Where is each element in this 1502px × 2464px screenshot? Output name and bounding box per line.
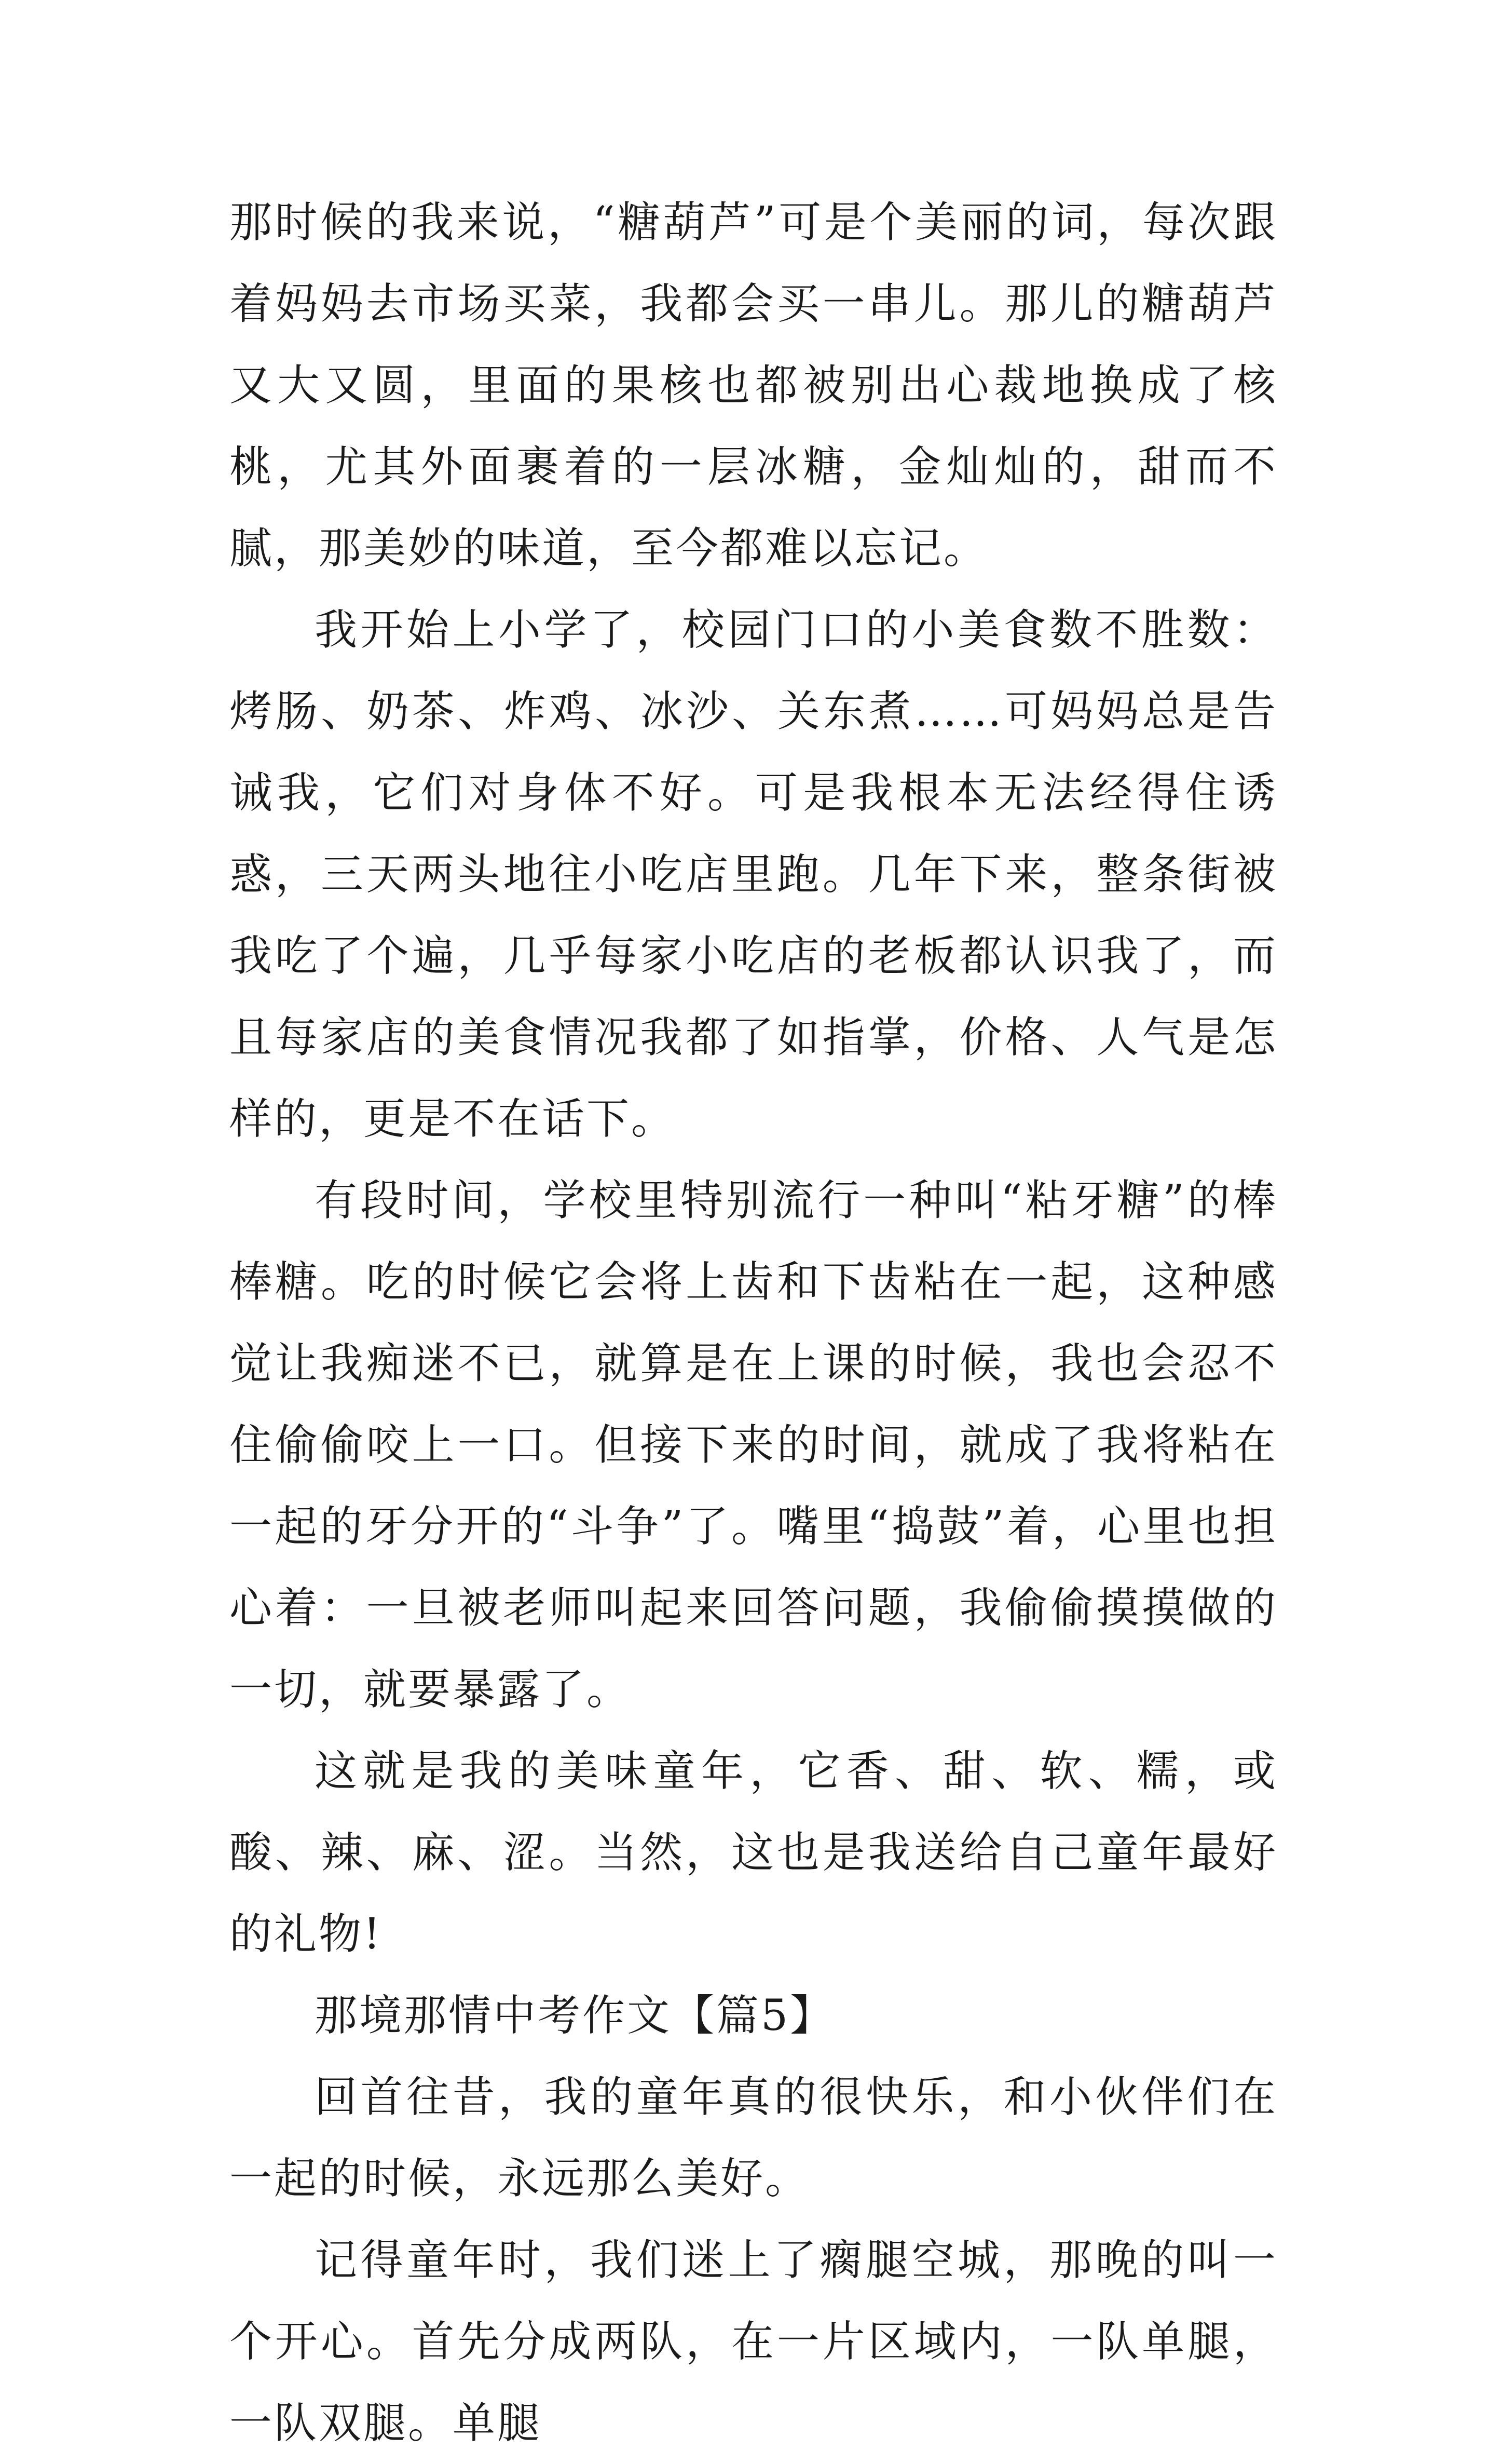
document-body [229,182,1278,2464]
section-heading: 那境那情中考作文【篇5】 [315,1991,835,2040]
paragraph-game-memory: 记得童年时，我们迷上了瘸腿空城，那晚的叫一个开心。首先分成两队，在一片区域内，一队单腿，一队双腿。单腿 [229,2236,1278,2448]
paragraph-sticky-candy: 有段时间，学校里特别流行一种叫“粘牙糖”的棒棒糖。吃的时候它会将上齿和下齿粘在一起，这种感觉让我痴迷不已，就算是在上课的时候，我也会忍不住偷偷咬上一口。但接下来的时间，就成了我将粘在一起的牙分开的“斗争”了。嘴里“捣鼓”着，心里也担心着：一旦被老师叫起来回答问题，我偷偷摸摸做的一切，就要暴露了。 [229,1176,1278,1714]
paragraph-school-snacks: 我开始上小学了，校园门口的小美食数不胜数：烤肠、奶茶、炸鸡、冰沙、关东煮……可妈妈总是告诫我，它们对身体不好。可是我根本无法经得住诱惑，三天两头地往小吃店里跑。几年下来，整条街被我吃了个遍，几乎每家小吃店的老板都认识我了，而且每家店的美食情况我都了如指掌，价格、人气是怎样的，更是不在话下。 [229,605,1278,1144]
paragraph-candied-haws: 那时候的我来说，“糖葫芦”可是个美丽的词，每次跟着妈妈去市场买菜，我都会买一串儿。那儿的糖葫芦又大又圆，里面的果核也都被别出心裁地换成了核桃，尤其外面裹着的一层冰糖，金灿灿的，甜而不腻，那美妙的味道，至今都难以忘记。 [229,198,1278,573]
paragraph-delicious-childhood: 这就是我的美味童年，它香、甜、软、糯，或酸、辣、麻、涩。当然，这也是我送给自己童年最好的礼物! [229,1747,1278,1959]
paragraph-looking-back: 回首往昔，我的童年真的很快乐，和小伙伴们在一起的时候，永远那么美好。 [229,2073,1278,2203]
